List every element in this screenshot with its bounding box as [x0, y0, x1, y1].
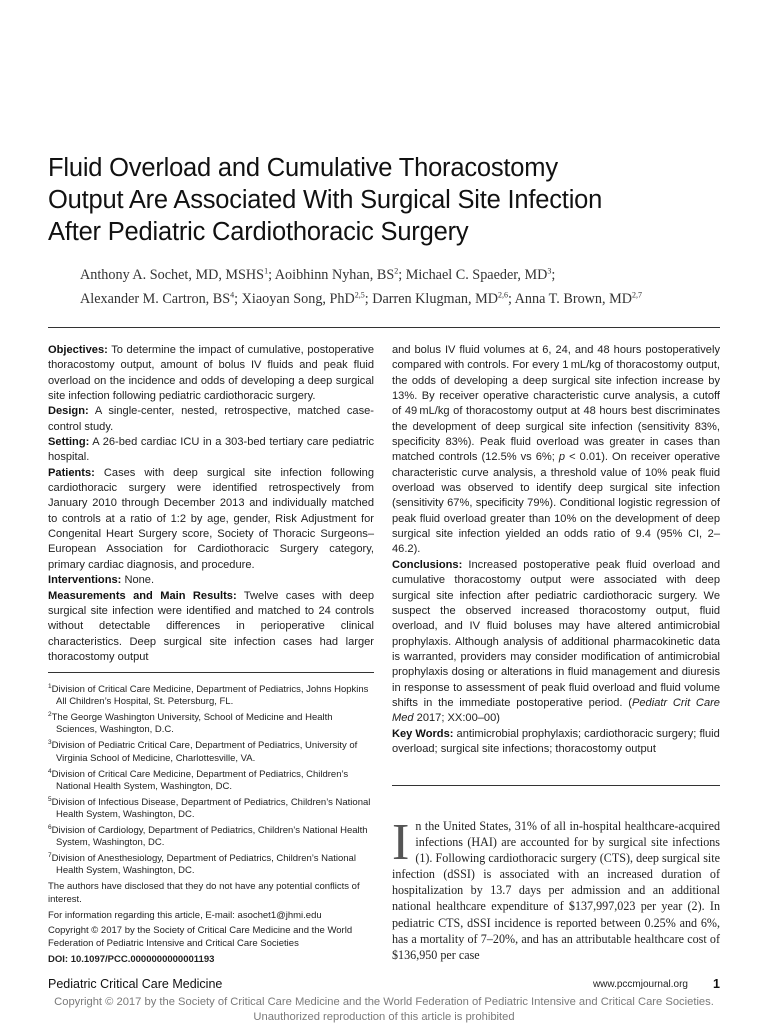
affiliation-number: 2 — [48, 711, 52, 719]
conflict-disclosure: The authors have disclosed that they do not have any potential conflicts of interest. — [48, 881, 360, 905]
affiliation-text: Division of Anesthesiology, Department of Pediatrics, Children’s National Health System, Washington, DC. — [51, 853, 356, 877]
affiliation-item — [48, 740, 376, 765]
section-label: Patients: — [48, 466, 95, 479]
footer-journal-url[interactable]: www.pccmjournal.org — [592, 979, 688, 990]
author-separator: ; — [398, 267, 406, 283]
affiliation-text: The George Washington University, School of Medicine and Health Sciences, Washington, D.C. — [51, 712, 333, 736]
section-text: Increased postoperative peak fluid overload and cumulative thoracostomy output were associated with deep surgical site infection after pediatric cardiothoracic surgery. We suspect the observed increased thoracostomy output, fluid overload, and IV fluid boluses may have altered antimicrobial prophylaxis. Although analysis of additional pharmacokinetic data is warranted, providers may consider modification of antimicrobial prophylaxis dosing or alterations in fluid management and diuresis in response to assessment of peak fluid overload and fluid volume shifts in the immediate postoperative period. ( — [392, 558, 720, 709]
affiliation-text: Division of Critical Care Medicine, Department of Pediatrics, Children’s National Health System, Washington, DC. — [51, 768, 349, 792]
section-text: Twelve cases with deep surgical site infection were identified and matched to 24 controls without detectable differences in perioperative clinical characteristics. Deep surgical site infection cases had larger thoracostomy output — [48, 589, 375, 663]
section-text: A 26-bed cardiac ICU in a 303-bed tertiary care pediatric hospital. — [48, 436, 374, 464]
author-separator: ; — [364, 291, 373, 307]
p-value-symbol: p — [558, 451, 566, 464]
footer-journal-name: Pediatric Critical Care Medicine — [48, 977, 223, 991]
section-text: None. — [121, 574, 155, 587]
doi-wrap — [48, 954, 376, 966]
section-label: Design: — [48, 405, 89, 418]
section-label: Setting: — [48, 436, 90, 449]
author-name: Michael C. Spaeder, MD — [405, 267, 548, 283]
abstract-conclusions — [392, 558, 720, 727]
author-name: Anthony A. Sochet, MD, MSHS — [80, 267, 265, 283]
affiliation-item — [48, 684, 376, 709]
abstract-patients — [48, 466, 374, 573]
author-list — [80, 263, 730, 311]
intro-paragraph — [392, 814, 720, 963]
introduction-text — [392, 814, 720, 963]
author-line-2 — [80, 287, 730, 311]
author-name: Anna T. Brown, MD — [514, 291, 632, 307]
intro-divider — [392, 785, 720, 786]
abstract-results-continued — [392, 343, 720, 558]
author-separator: ; — [268, 267, 275, 283]
abstract-setting — [48, 435, 374, 466]
affiliation-item — [48, 769, 376, 794]
page-number: 1 — [713, 977, 720, 991]
section-label: Key Words: — [392, 727, 454, 740]
author-separator: ; — [551, 267, 556, 283]
abstract-design — [48, 404, 374, 435]
title-line: After Pediatric Cardiothoracic Surgery — [48, 218, 469, 246]
section-label: Objectives: — [48, 344, 108, 356]
section-text: A single-center, nested, retrospective, matched case-control study. — [48, 405, 374, 433]
abstract-objectives — [48, 343, 374, 404]
affiliation-number: 1 — [48, 682, 52, 690]
title-line: Fluid Overload and Cumulative Thoracostomy — [48, 154, 558, 182]
abstract-measurements — [48, 589, 374, 666]
author-line-1 — [80, 263, 730, 287]
abstract-column-right — [392, 343, 720, 757]
affiliation-text: Division of Pediatric Critical Care, Department of Pediatrics, University of Virginia School of Medicine, Charlottesville, VA. — [51, 740, 358, 764]
affiliation-number: 7 — [48, 851, 52, 859]
author-affiliation-ref: 1 — [264, 266, 269, 276]
author-affiliation-ref: 4 — [230, 290, 235, 300]
author-name: Darren Klugman, MD — [372, 291, 498, 307]
title-line: Output Are Associated With Surgical Site Infection — [48, 186, 603, 214]
doi-link[interactable]: DOI: 10.1097/PCC.0000000000001193 — [48, 953, 215, 965]
affiliations-divider — [48, 672, 374, 673]
section-text: antimicrobial prophylaxis; cardiothoracic surgery; fluid overload; surgical site infections; thoracostomy output — [392, 727, 720, 755]
abstract-interventions — [48, 573, 374, 588]
author-separator: ; — [234, 291, 242, 307]
header-divider — [48, 327, 720, 328]
section-text: Cases with deep surgical site infection following cardiothoracic surgery were identified retrospectively from January 2010 through December 2013 and individually matched to controls at a ratio of 1:2 by age, gender, Risk Adjustment for Congenital Heart Surgery score, Society of Thoracic Surgeons–European Association for Cardiothoracic Surgery category, primary cardiac diagnosis, and procedure. — [48, 466, 374, 571]
affiliation-item — [48, 797, 376, 822]
abstract-keywords — [392, 727, 720, 758]
section-text: and bolus IV fluid volumes at 6, 24, and 48 hours postoperatively compared with controls. For every 1 mL/kg of thoracostomy output, the odds of developing a deep surgical site infection increase by 13%. By receiver operative characteristic curve analysis, a cutoff of 49 mL/kg of thoracostomy output at 48 hours best discriminates the development of deep surgical site infection (sensitivity 83%, specificity 83%). Peak fluid overload was greater in cases than matched controls (12.5% vs 6%; — [392, 344, 720, 464]
section-text: < 0.01). On receiver operative characteristic curve analysis, a threshold value of 10% peak fluid overload was observed to identify deep surgical site infection (sensitivity 67%, specificity 79%). Conditional logistic regression of peak fluid overload greater than 10% on the development of deep surgical site infection yielded an odds ratio of 9.4 (95% CI, 2–46.2). — [392, 451, 720, 556]
citation-details: 2017; XX:00–00) — [413, 712, 500, 725]
copyright-line: Copyright © 2017 by the Society of Critical Care Medicine and the World Federation of Pediatric Intensive and Critical Care Societies. — [54, 996, 714, 1008]
copyright-line: Unauthorized reproduction of this article is prohibited — [253, 1010, 515, 1023]
affiliation-text: Division of Infectious Disease, Department of Pediatrics, Children’s National Health System, Washington, DC. — [51, 796, 371, 821]
affiliation-item — [48, 712, 376, 737]
affiliation-text: Division of Critical Care Medicine, Department of Pediatrics, Johns Hopkins All Children’s Hospital, St. Petersburg, FL. — [51, 684, 369, 708]
affiliation-number: 4 — [48, 767, 52, 775]
copyright-notice — [0, 995, 768, 1024]
correspondence-email: For information regarding this article, E-mail: asochet1@jhmi.edu — [48, 909, 322, 921]
author-affiliation-ref: 2,6 — [497, 290, 508, 300]
author-name: Aoibhinn Nyhan, BS — [274, 267, 395, 283]
citation-journal: Pediatr Crit Care Med — [392, 696, 720, 725]
author-affiliation-ref: 2,5 — [354, 290, 365, 300]
section-text: To determine the impact of cumulative, postoperative thoracostomy output, amount of bolus IV fluids and peak fluid overload on the incidence and odds of developing a deep surgical site infection following pediatric cardiothoracic surgery. — [48, 344, 374, 403]
section-label: Measurements and Main Results: — [48, 589, 237, 602]
affiliation-text: Division of Cardiology, Department of Pediatrics, Children’s National Health System, Washington, DC. — [51, 824, 368, 849]
author-name: Xiaoyan Song, PhD — [241, 291, 355, 307]
drop-cap: I — [392, 814, 410, 871]
author-separator: ; — [507, 291, 515, 307]
affiliation-number: 3 — [48, 739, 52, 747]
article-copyright: Copyright © 2017 by the Society of Critical Care Medicine and the World Federation of Pediatric Intensive and Critical Care Societies — [48, 925, 353, 949]
article-title — [48, 152, 728, 248]
affiliation-item — [48, 853, 376, 878]
author-affiliation-ref: 3 — [547, 266, 552, 276]
author-affiliation-ref: 2,7 — [631, 290, 642, 300]
affiliations-block — [48, 684, 376, 969]
section-label: Conclusions: — [392, 558, 463, 571]
affiliation-item — [48, 825, 376, 850]
section-label: Interventions: — [48, 574, 122, 587]
affiliation-number: 5 — [48, 795, 52, 803]
abstract-column-left — [48, 343, 374, 665]
affiliation-number: 6 — [48, 823, 52, 831]
intro-body: n the United States, 31% of all in-hospital healthcare-acquired infections (HAI) are accounted for by surgical site infections (1). Following cardiothoracic surgery (CTS), deep surgical site infection (dSSI) is associated with an increased duration of hospitalization by 13.7 days per admission and an additional national healthcare expenditure of $137,997,023 per year (2). In pediatric CTS, dSSI incidence is reported between 0.25% and 6%, has a mortality of 7–20%, and has an attributable healthcare cost of $136,950 per case — [392, 819, 720, 962]
author-affiliation-ref: 2 — [394, 266, 399, 276]
page-footer — [48, 977, 720, 993]
author-name: Alexander M. Cartron, BS — [80, 291, 231, 307]
